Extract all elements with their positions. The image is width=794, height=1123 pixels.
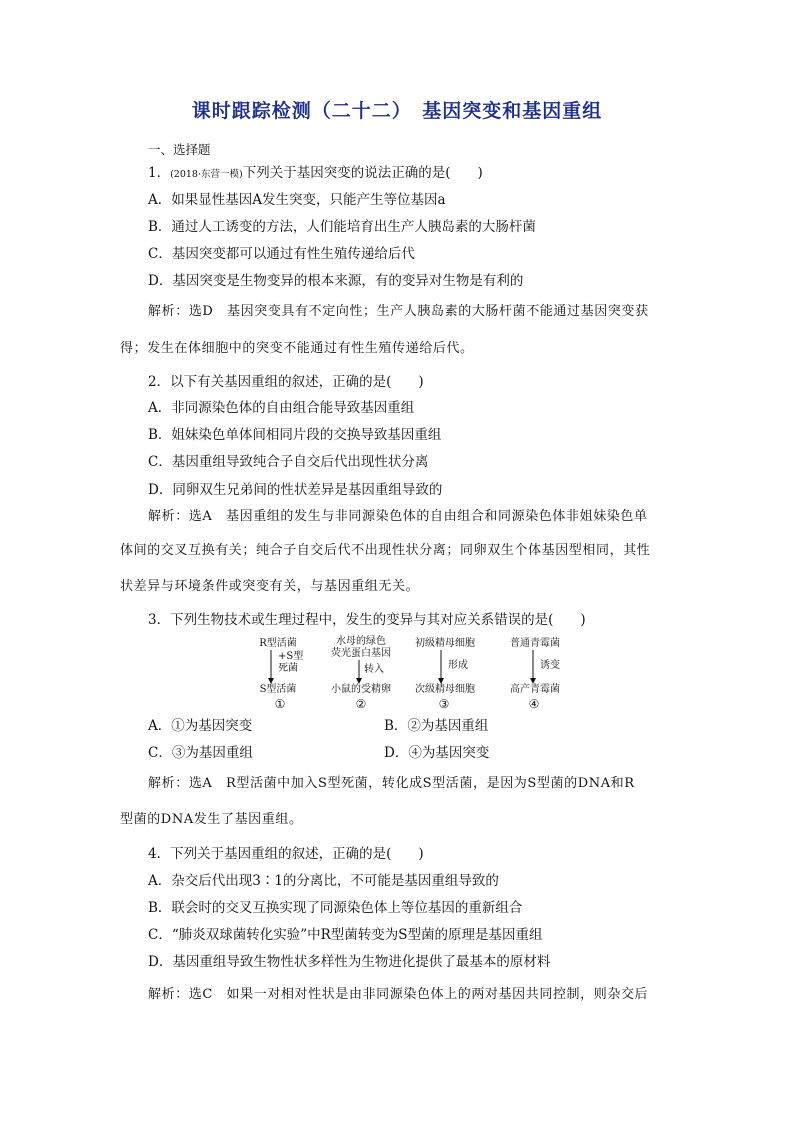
diagram-1-arrow-icon — [266, 650, 276, 684]
question-1-answer-line-1: 解析：选D 基因突变具有不定向性；生产人胰岛素的大肠杆菌不能通过基因突变获 — [148, 304, 649, 319]
question-3-answer-line-1: 解析：选A R型活菌中加入S型死菌，转化成S型活菌，是因为S型菌的DNA和R — [148, 776, 635, 791]
question-4-stem: 4．下列关于基因重组的叙述，正确的是( ) — [148, 846, 424, 862]
diagram-4-mid: 诱变 — [540, 660, 560, 671]
section-heading: 一、选择题 — [148, 142, 211, 157]
diagram-3-number: ③ — [438, 697, 450, 711]
question-2-option-c: C．基因重组导致纯合子自交后代出现性状分离 — [148, 454, 429, 470]
question-2-answer-line-2: 体间的交叉互换有关；纯合子自交后代不出现性状分离；同卵双生个体基因型相同，其性 — [120, 543, 651, 558]
question-4-option-a: A．杂交后代出现3∶1的分离比，不可能是基因重组导致的 — [148, 873, 499, 889]
diagram-3-mid: 形成 — [448, 660, 468, 671]
page-title: 课时跟踪检测（二十二） 基因突变和基因重组 — [191, 100, 603, 122]
question-3-option-b: B．②为基因重组 — [384, 718, 489, 734]
question-3-stem: 3．下列生物技术或生理过程中，发生的变异与其对应关系错误的是( ) — [148, 612, 586, 628]
diagram-4-bottom: 高产青霉菌 — [510, 684, 560, 695]
question-3-option-c: C．③为基因重组 — [148, 745, 253, 761]
diagram-3-arrow-icon — [436, 650, 446, 684]
diagram-4-number: ④ — [528, 697, 540, 711]
question-2-option-b: B．姐妹染色单体间相同片段的交换导致基因重组 — [148, 427, 442, 443]
question-2-answer-line-3: 状差异与环境条件或突变有关，与基因重组无关。 — [120, 579, 420, 594]
diagram-4-top: 普通青霉菌 — [510, 638, 560, 649]
diagram-2-mid: 转入 — [364, 664, 384, 675]
question-1-option-d: D．基因突变是生物变异的根本来源，有的变异对生物是有利的 — [148, 273, 524, 289]
question-2-answer-line-1: 解析：选A 基因重组的发生与非同源染色体的自由组合和同源染色体非姐妹染色单 — [148, 509, 648, 524]
diagram-2-bottom: 小鼠的受精卵 — [331, 684, 391, 695]
question-2-option-a: A．非同源染色体的自由组合能导致基因重组 — [148, 400, 415, 416]
question-1-stem: 1．(2018·东营一模)下列关于基因突变的说法正确的是( ) — [148, 165, 483, 181]
diagram-2-arrow-icon — [354, 660, 364, 684]
question-4-option-c: C．“肺炎双球菌转化实验”中R型菌转变为S型菌的原理是基因重组 — [148, 927, 543, 943]
question-1-option-a: A．如果显性基因A发生突变，只能产生等位基因a — [148, 192, 446, 208]
question-3-diagram — [248, 636, 588, 712]
diagram-3-top: 初级精母细胞 — [415, 638, 475, 649]
question-1-option-b: B．通过人工诱变的方法，人们能培育出生产人胰岛素的大肠杆菌 — [148, 219, 536, 235]
diagram-1-top: R型活菌 — [259, 638, 297, 649]
question-3-option-d: D．④为基因突变 — [384, 745, 490, 761]
diagram-1-number: ① — [274, 697, 286, 711]
question-3-answer-line-2: 型菌的DNA发生了基因重组。 — [120, 812, 303, 827]
question-3-option-a: A．①为基因突变 — [148, 718, 253, 734]
question-1-option-c: C．基因突变都可以通过有性生殖传递给后代 — [148, 246, 415, 262]
question-4-option-d: D．基因重组导致生物性状多样性为生物进化提供了最基本的原材料 — [148, 954, 551, 970]
diagram-2-top: 水母的绿色 荧光蛋白基因 — [331, 636, 391, 659]
diagram-2-number: ② — [355, 697, 367, 711]
diagram-4-arrow-icon — [528, 650, 538, 684]
question-4-option-b: B．联会时的交叉互换实现了同源染色体上等位基因的重新组合 — [148, 900, 523, 916]
question-1-source: (2018·东营一模) — [170, 169, 243, 180]
question-1-answer-line-2: 得；发生在体细胞中的突变不能通过有性生殖传递给后代。 — [120, 341, 474, 356]
question-2-stem: 2．以下有关基因重组的叙述，正确的是( ) — [148, 374, 424, 390]
question-2-option-d: D．同卵双生兄弟间的性状差异是基因重组导致的 — [148, 482, 443, 498]
diagram-1-bottom: S型活菌 — [259, 684, 297, 695]
question-4-answer-line-1: 解析：选C 如果一对相对性状是由非同源染色体上的两对基因共同控制，则杂交后 — [148, 987, 649, 1002]
diagram-1-mid: +S型 死菌 — [278, 651, 304, 674]
diagram-3-bottom: 次级精母细胞 — [415, 684, 475, 695]
